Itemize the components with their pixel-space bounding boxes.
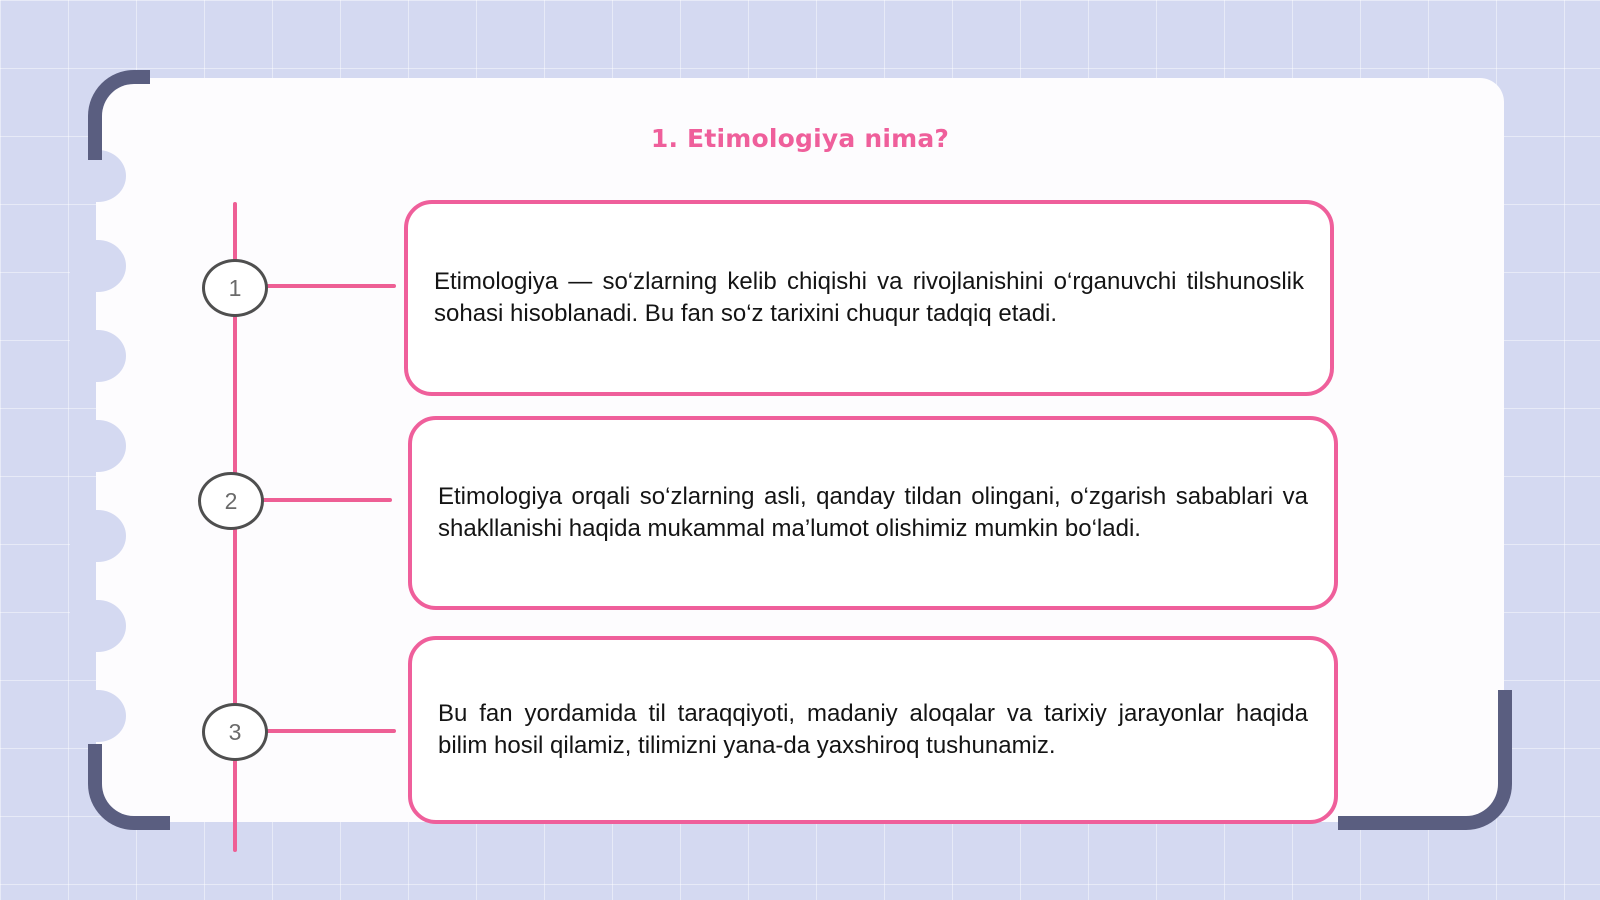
step-number-badge: 1 <box>202 259 268 317</box>
step-card-text: Etimologiya orqali so‘zlarning asli, qanday tildan olingani, o‘zgarish sabablari va shakllanishi haqida mukammal ma’lumot olishimiz mumkin bo‘ladi. <box>438 483 1308 542</box>
frame-corner-bottom-left <box>88 744 170 830</box>
sheet-scallop <box>70 600 126 652</box>
step-card-text: Etimologiya — so‘zlarning kelib chiqishi va rivojlanishini o‘rganuvchi tilshunoslik sohasi hisoblanadi. Bu fan so‘z tarixini chuqur tadqiq etadi. <box>434 268 1304 327</box>
sheet-scallop <box>70 420 126 472</box>
step-connector <box>266 284 396 288</box>
slide-title: 1. Etimologiya nima? <box>650 124 950 153</box>
step-card <box>408 416 1338 610</box>
step-number-badge: 2 <box>198 472 264 530</box>
step-number-badge: 3 <box>202 703 268 761</box>
sheet-scallop <box>70 330 126 382</box>
sheet-scallop <box>70 510 126 562</box>
step-card <box>408 636 1338 824</box>
frame-corner-bottom-right <box>1338 690 1512 830</box>
step-connector <box>262 498 392 502</box>
sheet-scallop <box>70 240 126 292</box>
sheet-scallop <box>70 690 126 742</box>
step-card <box>404 200 1334 396</box>
step-card-text: Bu fan yordamida til taraqqiyoti, madaniy aloqalar va tarixiy jarayonlar haqida bilim hosil qilamiz, tilimizni yana-da yaxshiroq tushunamiz. <box>438 700 1308 759</box>
step-connector <box>266 729 396 733</box>
